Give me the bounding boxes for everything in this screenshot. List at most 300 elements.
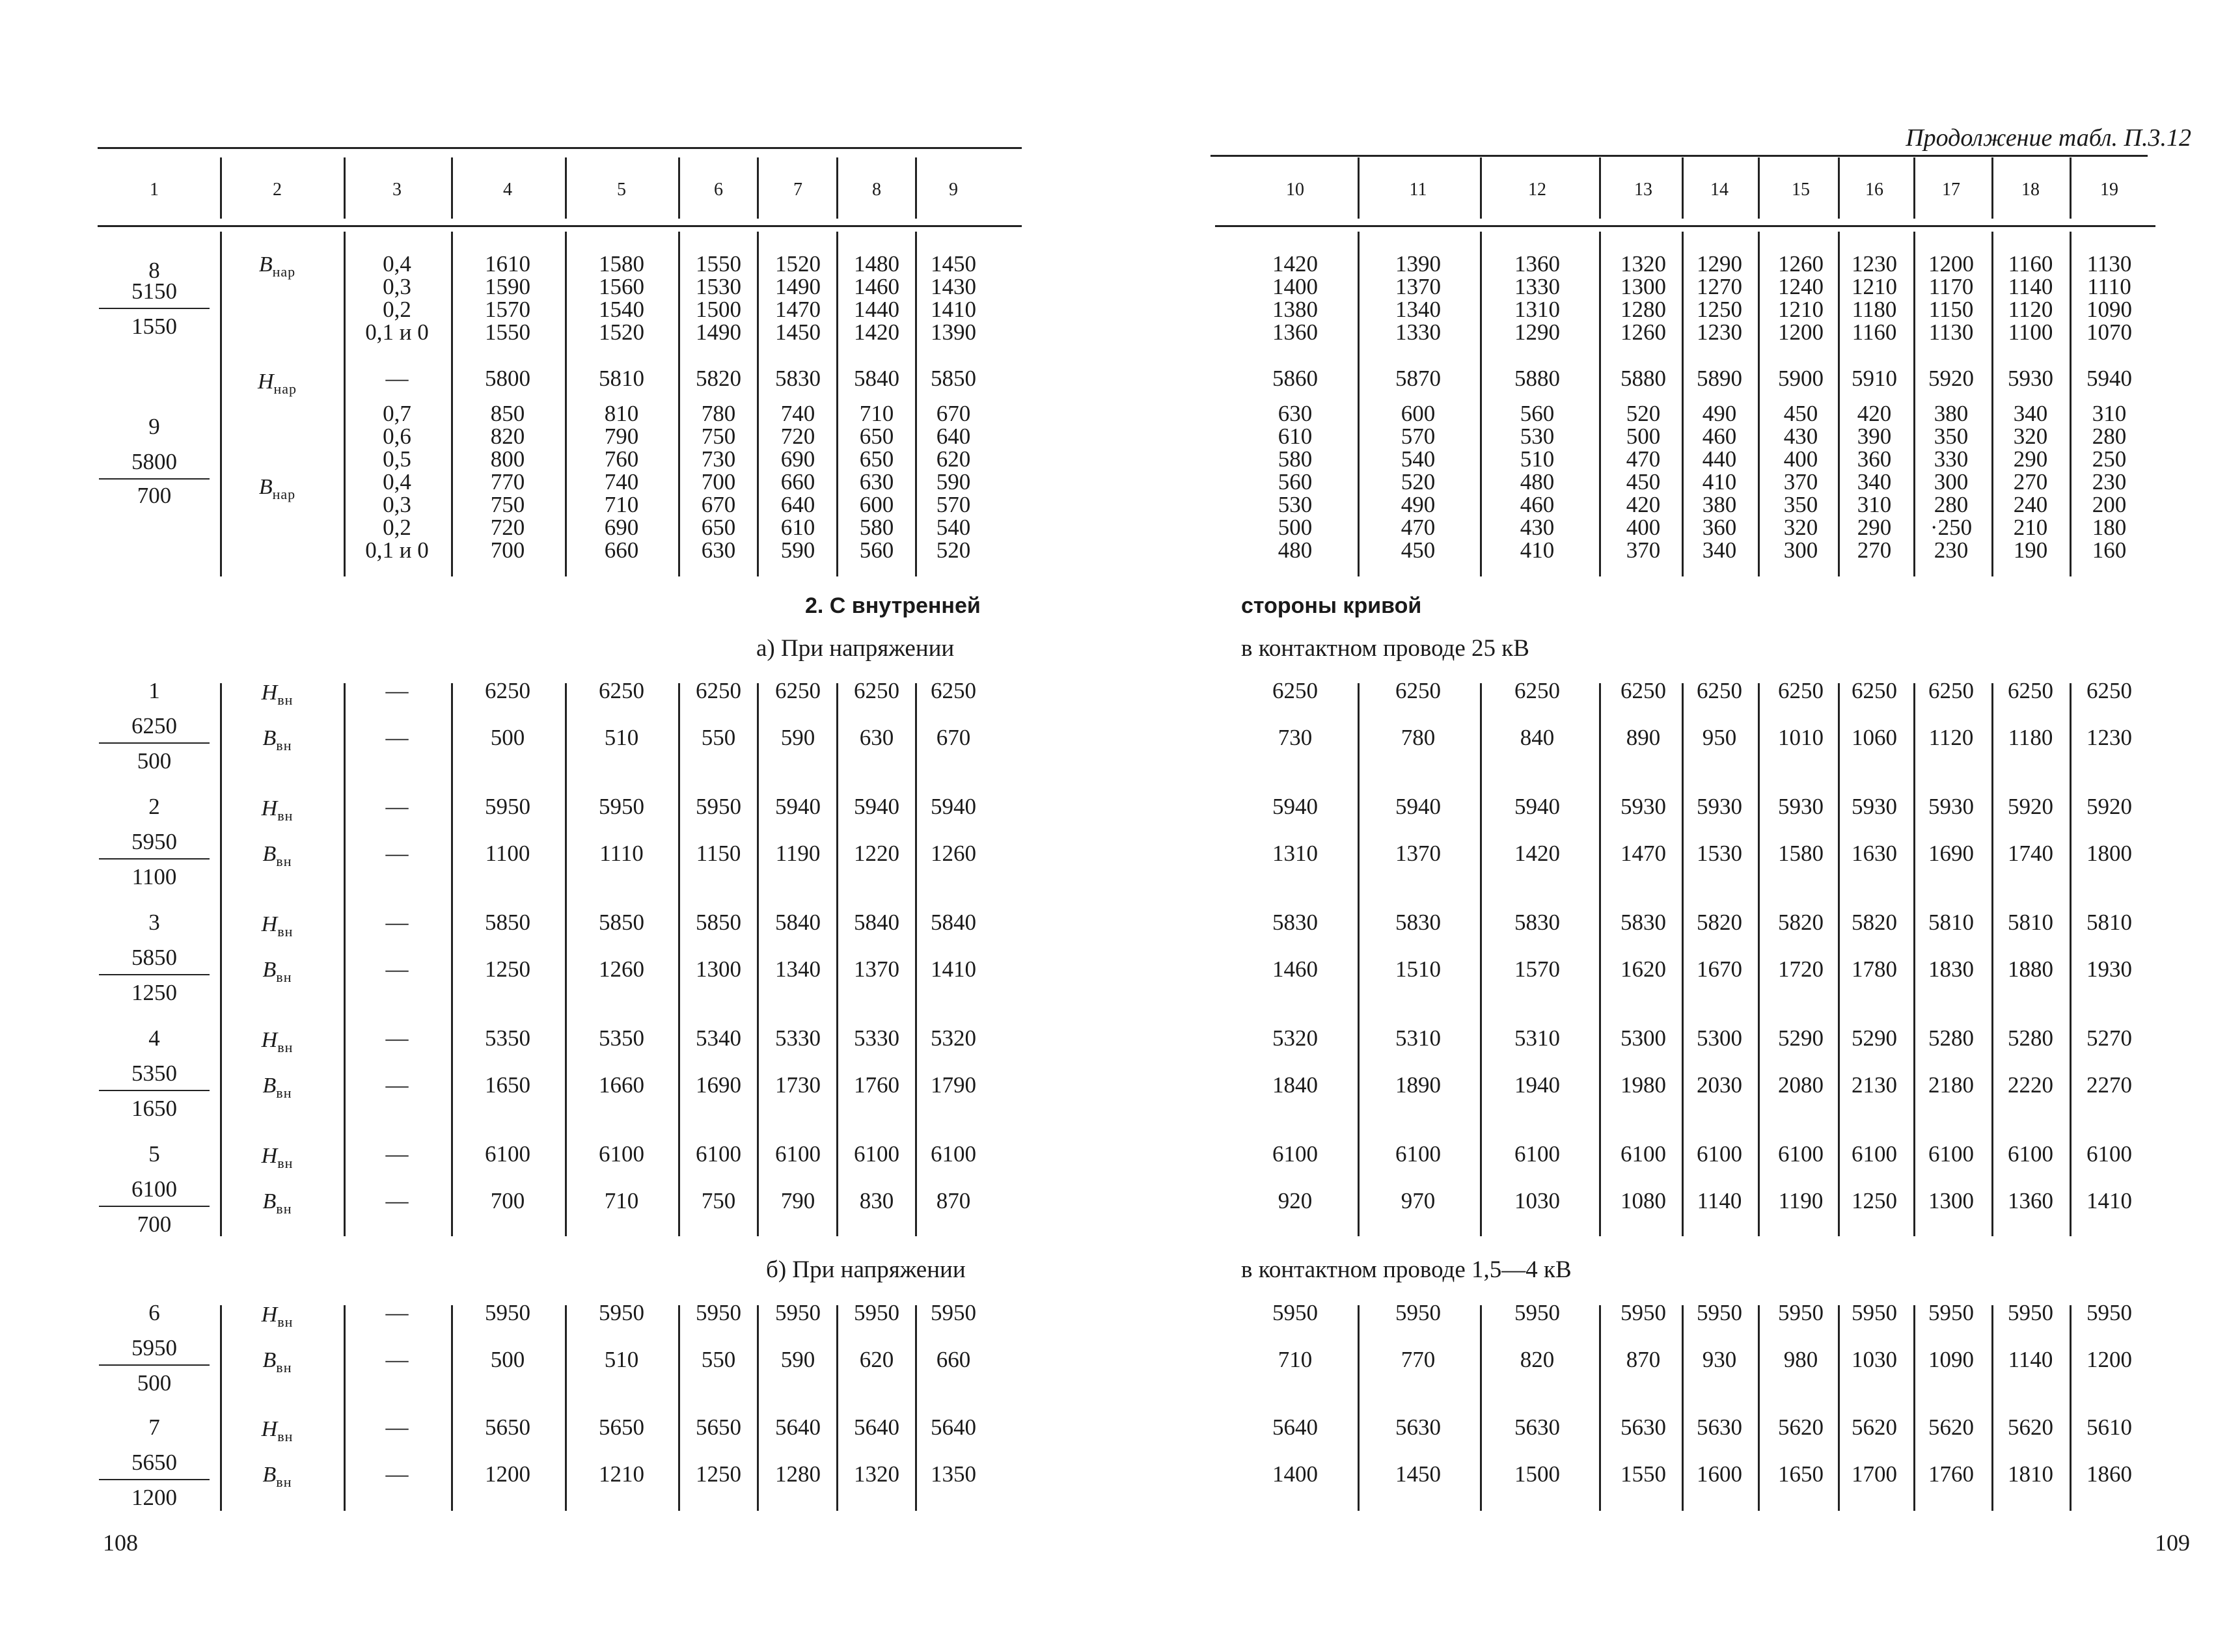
header-bottom-rule	[1215, 225, 2155, 227]
table-cell: 810	[604, 401, 639, 426]
table-cell: 930	[1702, 1347, 1737, 1372]
table-cell: 1140	[2008, 274, 2053, 299]
table-cell: 1110	[599, 841, 644, 866]
h-vn-label	[262, 1417, 294, 1445]
table-cell: 820	[1520, 1347, 1555, 1372]
table-cell: 700	[490, 1188, 525, 1213]
table-cell: 6250	[1697, 678, 1742, 703]
table-cell: 1260	[931, 841, 976, 866]
column-rule	[915, 1305, 917, 1511]
table-cell: 1480	[854, 251, 899, 277]
table-cell: 290	[1857, 515, 1892, 540]
table-cell: 200	[2092, 492, 2127, 517]
table-cell: 580	[859, 515, 894, 540]
table-cell: 1690	[1928, 841, 1974, 866]
dash-cell: —	[385, 366, 409, 391]
table-cell: 500	[1626, 424, 1661, 449]
table-cell: 1220	[854, 841, 899, 866]
table-cell: 6250	[696, 678, 741, 703]
table-cell: 1090	[1928, 1347, 1974, 1372]
table-cell: 5950	[599, 1300, 644, 1325]
table-cell: 310	[2092, 401, 2127, 426]
table-cell: 1730	[775, 1072, 821, 1098]
table-cell: 5870	[1395, 366, 1441, 391]
table-cell: 530	[1520, 424, 1555, 449]
table-cell: 1200	[2086, 1347, 2132, 1372]
table-cell: 1330	[1395, 319, 1441, 345]
table-cell: 5850	[485, 910, 530, 935]
table-cell: 5630	[1697, 1415, 1742, 1440]
fraction-bottom: 700	[137, 1212, 172, 1237]
header-divider	[836, 157, 838, 219]
table-cell: 6100	[2086, 1141, 2132, 1167]
table-cell: 770	[1401, 1347, 1436, 1372]
table-cell: 5310	[1395, 1025, 1441, 1051]
table-cell: 420	[1857, 401, 1892, 426]
b-vn-label	[263, 1189, 292, 1217]
table-cell: 1210	[1852, 274, 1897, 299]
table-cell: 820	[490, 424, 525, 449]
table-cell: 1360	[1514, 251, 1560, 277]
column-header-12: 12	[1528, 180, 1546, 200]
label-sub: вн	[276, 968, 292, 985]
table-cell: 1830	[1928, 956, 1974, 982]
dash-cell: —	[385, 1072, 409, 1098]
table-cell: 5940	[1514, 794, 1560, 819]
table-cell: 5810	[1928, 910, 1974, 935]
table-cell: 5810	[2086, 910, 2132, 935]
column-header-4: 4	[503, 180, 512, 200]
table-cell: 1600	[1697, 1461, 1742, 1487]
table-cell: 5830	[1514, 910, 1560, 935]
table-cell: 660	[604, 537, 639, 563]
dash-cell: —	[385, 1025, 409, 1051]
table-cell: 1260	[1620, 319, 1666, 345]
table-cell: 270	[1857, 537, 1892, 563]
table-cell: 6250	[1928, 678, 1974, 703]
table-cell: 1230	[1697, 319, 1742, 345]
continuation-caption: Продолжение табл. П.3.12	[1906, 124, 2191, 152]
table-cell: 1760	[1928, 1461, 1974, 1487]
table-cell: 1650	[485, 1072, 530, 1098]
case-number: 3	[148, 910, 160, 935]
header-bottom-rule	[98, 225, 1022, 227]
table-cell: 2220	[2008, 1072, 2053, 1098]
table-cell: 6100	[485, 1141, 530, 1167]
table-cell: 0,1 и 0	[365, 319, 429, 345]
table-cell: 1140	[2008, 1347, 2053, 1372]
column-rule	[1991, 232, 1993, 576]
table-cell: 340	[1857, 469, 1892, 494]
table-cell: 520	[936, 537, 971, 563]
table-cell: 730	[701, 446, 736, 472]
b-vn-label	[263, 726, 292, 754]
table-cell: 1550	[1620, 1461, 1666, 1487]
table-cell: 5950	[1620, 1300, 1666, 1325]
table-cell: 6100	[1928, 1141, 1974, 1167]
header-divider	[1758, 157, 1760, 219]
label-sub: вн	[277, 807, 294, 824]
table-cell: 320	[2013, 424, 2048, 449]
table-cell: 5640	[1272, 1415, 1318, 1440]
header-divider	[1838, 157, 1840, 219]
table-cell: 670	[936, 401, 971, 426]
table-cell: 1170	[1928, 274, 1974, 299]
column-rule	[565, 232, 567, 576]
table-cell: 6100	[599, 1141, 644, 1167]
table-cell: 5910	[1852, 366, 1897, 391]
table-cell: 5950	[1514, 1300, 1560, 1325]
column-rule	[565, 1305, 567, 1511]
column-rule	[1913, 683, 1915, 1236]
table-cell: 230	[1934, 537, 1969, 563]
table-cell: 540	[1401, 446, 1436, 472]
column-rule	[1682, 683, 1684, 1236]
table-cell: 540	[936, 515, 971, 540]
header-divider	[757, 157, 759, 219]
dash-cell: —	[385, 1415, 409, 1440]
table-cell: 630	[859, 725, 894, 750]
table-cell: 5830	[775, 366, 821, 391]
table-cell: 480	[1520, 469, 1555, 494]
column-rule	[451, 1305, 453, 1511]
table-cell: 1100	[485, 841, 530, 866]
table-cell: 500	[490, 725, 525, 750]
table-cell: 5940	[1395, 794, 1441, 819]
table-cell: 6100	[696, 1141, 741, 1167]
table-cell: 5650	[599, 1415, 644, 1440]
table-cell: 210	[2013, 515, 2048, 540]
table-cell: 670	[936, 725, 971, 750]
table-cell: 470	[1401, 515, 1436, 540]
table-cell: 650	[701, 515, 736, 540]
table-cell: 1410	[931, 297, 976, 322]
label-sub: вн	[277, 1038, 294, 1055]
table-cell: 720	[490, 515, 525, 540]
column-rule	[2070, 232, 2072, 576]
header-divider	[1480, 157, 1482, 219]
fraction-bottom: 1550	[131, 314, 177, 339]
section-title: 2. С внутренней	[805, 593, 981, 618]
case-number: 6	[148, 1300, 160, 1325]
table-cell: 1370	[1395, 841, 1441, 866]
label-sub: вн	[276, 1473, 292, 1490]
table-cell: 5840	[931, 910, 976, 935]
table-cell: 450	[1626, 469, 1661, 494]
table-cell: 570	[936, 492, 971, 517]
label-sub: вн	[277, 1154, 294, 1171]
column-rule	[757, 232, 759, 576]
table-cell: 1400	[1272, 1461, 1318, 1487]
table-cell: 160	[2092, 537, 2127, 563]
table-cell: 2130	[1852, 1072, 1897, 1098]
fraction-bar	[99, 858, 210, 860]
table-cell: 5900	[1778, 366, 1824, 391]
table-cell: 450	[1783, 401, 1818, 426]
table-cell: 6100	[1852, 1141, 1897, 1167]
table-cell: 5850	[599, 910, 644, 935]
label-main: В	[262, 958, 277, 982]
table-cell: 1160	[1852, 319, 1897, 345]
page-number: 108	[103, 1530, 138, 1556]
table-cell: 5840	[775, 910, 821, 935]
fraction-bar	[99, 742, 210, 744]
table-cell: 750	[701, 1188, 736, 1213]
fraction-bar	[99, 1479, 210, 1480]
table-cell: 1460	[1272, 956, 1318, 982]
dash-cell: —	[385, 841, 409, 866]
column-rule	[757, 1305, 759, 1511]
table-cell: 1370	[1395, 274, 1441, 299]
table-cell: 1520	[775, 251, 821, 277]
table-cell: 1490	[696, 319, 741, 345]
label-sub: нар	[272, 263, 296, 280]
column-header-15: 15	[1792, 180, 1810, 200]
table-cell: 590	[780, 725, 815, 750]
table-cell: 5820	[1697, 910, 1742, 935]
table-cell: 1430	[931, 274, 976, 299]
table-cell: 710	[859, 401, 894, 426]
table-cell: 0,3	[383, 274, 411, 299]
table-cell: 560	[1278, 469, 1313, 494]
h-vn-label	[262, 796, 294, 824]
table-cell: 1740	[2008, 841, 2053, 866]
table-cell: 1240	[1778, 274, 1824, 299]
b-nar-label	[259, 475, 295, 503]
column-rule	[1480, 232, 1482, 576]
table-cell: 5330	[854, 1025, 899, 1051]
dash-cell: —	[385, 956, 409, 982]
column-rule	[1358, 683, 1360, 1236]
table-cell: 1530	[1697, 841, 1742, 866]
table-cell: 5620	[1928, 1415, 1974, 1440]
column-rule	[451, 683, 453, 1236]
column-rule	[220, 1305, 222, 1511]
subsection-b-caption: б) При напряжении	[766, 1256, 966, 1283]
label-sub: вн	[276, 1359, 292, 1375]
table-cell: 1470	[775, 297, 821, 322]
table-cell: 5640	[931, 1415, 976, 1440]
table-cell: 1070	[2086, 319, 2132, 345]
table-cell: 5610	[2086, 1415, 2132, 1440]
table-cell: 5280	[2008, 1025, 2053, 1051]
table-cell: 530	[1278, 492, 1313, 517]
table-cell: 280	[1934, 492, 1969, 517]
fraction-bar	[99, 974, 210, 975]
table-cell: 1250	[1697, 297, 1742, 322]
table-cell: 1210	[599, 1461, 644, 1487]
table-cell: 770	[490, 469, 525, 494]
column-rule	[1358, 1305, 1360, 1511]
column-rule	[220, 232, 222, 576]
table-cell: 5840	[854, 366, 899, 391]
label-main: В	[262, 842, 277, 866]
table-cell: 1150	[1928, 297, 1974, 322]
table-cell: 1570	[485, 297, 530, 322]
table-cell: 5630	[1620, 1415, 1666, 1440]
table-cell: 1260	[599, 956, 644, 982]
table-cell: 280	[2092, 424, 2127, 449]
table-cell: 1410	[931, 956, 976, 982]
table-cell: 230	[2092, 469, 2127, 494]
fraction-bar	[99, 478, 210, 480]
header-divider	[565, 157, 567, 219]
table-cell: 390	[1857, 424, 1892, 449]
h-vn-label	[262, 681, 294, 709]
column-header-6: 6	[714, 180, 723, 200]
table-cell: 1550	[696, 251, 741, 277]
table-cell: 430	[1520, 515, 1555, 540]
b-vn-label	[263, 842, 292, 870]
table-cell: 1250	[1852, 1188, 1897, 1213]
table-cell: 5300	[1620, 1025, 1666, 1051]
table-cell: 1010	[1778, 725, 1824, 750]
table-cell: 1120	[1928, 725, 1974, 750]
table-cell: 790	[780, 1188, 815, 1213]
label-main: В	[262, 1074, 277, 1098]
table-cell: 1290	[1514, 319, 1560, 345]
fraction-top: 5350	[131, 1061, 177, 1086]
table-cell: 600	[859, 492, 894, 517]
column-header-1: 1	[150, 180, 159, 200]
table-cell: 600	[1401, 401, 1436, 426]
table-cell: 6100	[775, 1141, 821, 1167]
table-cell: 5940	[854, 794, 899, 819]
table-cell: 5830	[1395, 910, 1441, 935]
header-divider	[2070, 157, 2072, 219]
table-cell: 700	[490, 537, 525, 563]
table-top-rule	[1210, 155, 2148, 157]
table-cell: 5820	[696, 366, 741, 391]
table-cell: 710	[604, 492, 639, 517]
column-header-8: 8	[872, 180, 881, 200]
table-cell: 5950	[1395, 1300, 1441, 1325]
table-cell: 5950	[485, 794, 530, 819]
column-rule	[344, 232, 346, 576]
table-cell: 5650	[696, 1415, 741, 1440]
table-cell: 1310	[1514, 297, 1560, 322]
table-cell: 1410	[2086, 1188, 2132, 1213]
table-cell: 1610	[485, 251, 530, 277]
column-rule	[1599, 1305, 1601, 1511]
column-rule	[1758, 683, 1760, 1236]
table-cell: 490	[1702, 401, 1737, 426]
table-cell: 1300	[1620, 274, 1666, 299]
table-cell: 430	[1783, 424, 1818, 449]
b-vn-label	[263, 1348, 292, 1376]
table-cell: 5880	[1514, 366, 1560, 391]
fraction-top: 5850	[131, 945, 177, 970]
table-cell: 6100	[931, 1141, 976, 1167]
column-rule	[1599, 232, 1601, 576]
column-rule	[1599, 683, 1601, 1236]
table-cell: 1400	[1272, 274, 1318, 299]
column-rule	[2070, 683, 2072, 1236]
table-cell: 780	[1401, 725, 1436, 750]
column-rule	[836, 1305, 838, 1511]
table-cell: 300	[1934, 469, 1969, 494]
table-cell: 5920	[2008, 794, 2053, 819]
table-cell: 1100	[2008, 319, 2053, 345]
h-vn-label	[262, 1303, 294, 1331]
table-cell: 5630	[1395, 1415, 1441, 1440]
header-divider	[344, 157, 346, 219]
table-cell: 870	[1626, 1347, 1661, 1372]
table-cell: 1450	[1395, 1461, 1441, 1487]
table-cell: 0,1 и 0	[365, 537, 429, 563]
table-cell: 5840	[854, 910, 899, 935]
table-cell: 6250	[1852, 678, 1897, 703]
table-cell: 590	[780, 1347, 815, 1372]
table-cell: 250	[2092, 446, 2127, 472]
column-rule	[1758, 232, 1760, 576]
table-cell: 300	[1783, 537, 1818, 563]
fraction-bottom: 1650	[131, 1096, 177, 1121]
table-cell: 190	[2013, 537, 2048, 563]
left-page	[0, 0, 1114, 1652]
table-cell: 5350	[599, 1025, 644, 1051]
table-cell: 650	[859, 446, 894, 472]
label-main: В	[258, 475, 273, 499]
table-cell: 1210	[1778, 297, 1824, 322]
table-cell: 350	[1783, 492, 1818, 517]
table-cell: 5640	[775, 1415, 821, 1440]
case-number: 1	[148, 678, 160, 703]
table-cell: 5950	[696, 794, 741, 819]
case-number: 7	[148, 1415, 160, 1440]
table-cell: 5940	[2086, 366, 2132, 391]
table-cell: 6250	[1395, 678, 1441, 703]
table-cell: 1200	[1928, 251, 1974, 277]
header-divider	[1991, 157, 1993, 219]
h-vn-label	[262, 1028, 294, 1056]
table-cell: 870	[936, 1188, 971, 1213]
table-cell: 610	[780, 515, 815, 540]
case-number: 2	[148, 794, 160, 819]
b-vn-label	[263, 958, 292, 986]
table-cell: 370	[1783, 469, 1818, 494]
table-cell: 5300	[1697, 1025, 1742, 1051]
table-cell: 1360	[1272, 319, 1318, 345]
table-cell: 1260	[1778, 251, 1824, 277]
table-cell: 180	[2092, 515, 2127, 540]
table-cell: 5620	[2008, 1415, 2053, 1440]
table-cell: 5820	[1852, 910, 1897, 935]
table-cell: 670	[701, 492, 736, 517]
table-cell: 1580	[599, 251, 644, 277]
table-cell: 980	[1783, 1347, 1818, 1372]
label-sub: вн	[277, 1428, 294, 1444]
table-cell: 5950	[2008, 1300, 2053, 1325]
section-title: стороны кривой	[1241, 593, 1422, 618]
table-cell: 400	[1783, 446, 1818, 472]
table-cell: 5950	[1928, 1300, 1974, 1325]
header-divider	[451, 157, 453, 219]
table-cell: 450	[1401, 537, 1436, 563]
label-main: В	[258, 252, 273, 277]
dash-cell: —	[385, 1347, 409, 1372]
label-main: В	[262, 1348, 277, 1372]
table-cell: 5320	[931, 1025, 976, 1051]
table-cell: 570	[1401, 424, 1436, 449]
fraction-top: 5650	[131, 1450, 177, 1475]
table-cell: 630	[859, 469, 894, 494]
column-header-9: 9	[949, 180, 958, 200]
table-cell: 350	[1934, 424, 1969, 449]
table-cell: 740	[780, 401, 815, 426]
table-cell: 330	[1934, 446, 1969, 472]
column-rule	[836, 683, 838, 1236]
